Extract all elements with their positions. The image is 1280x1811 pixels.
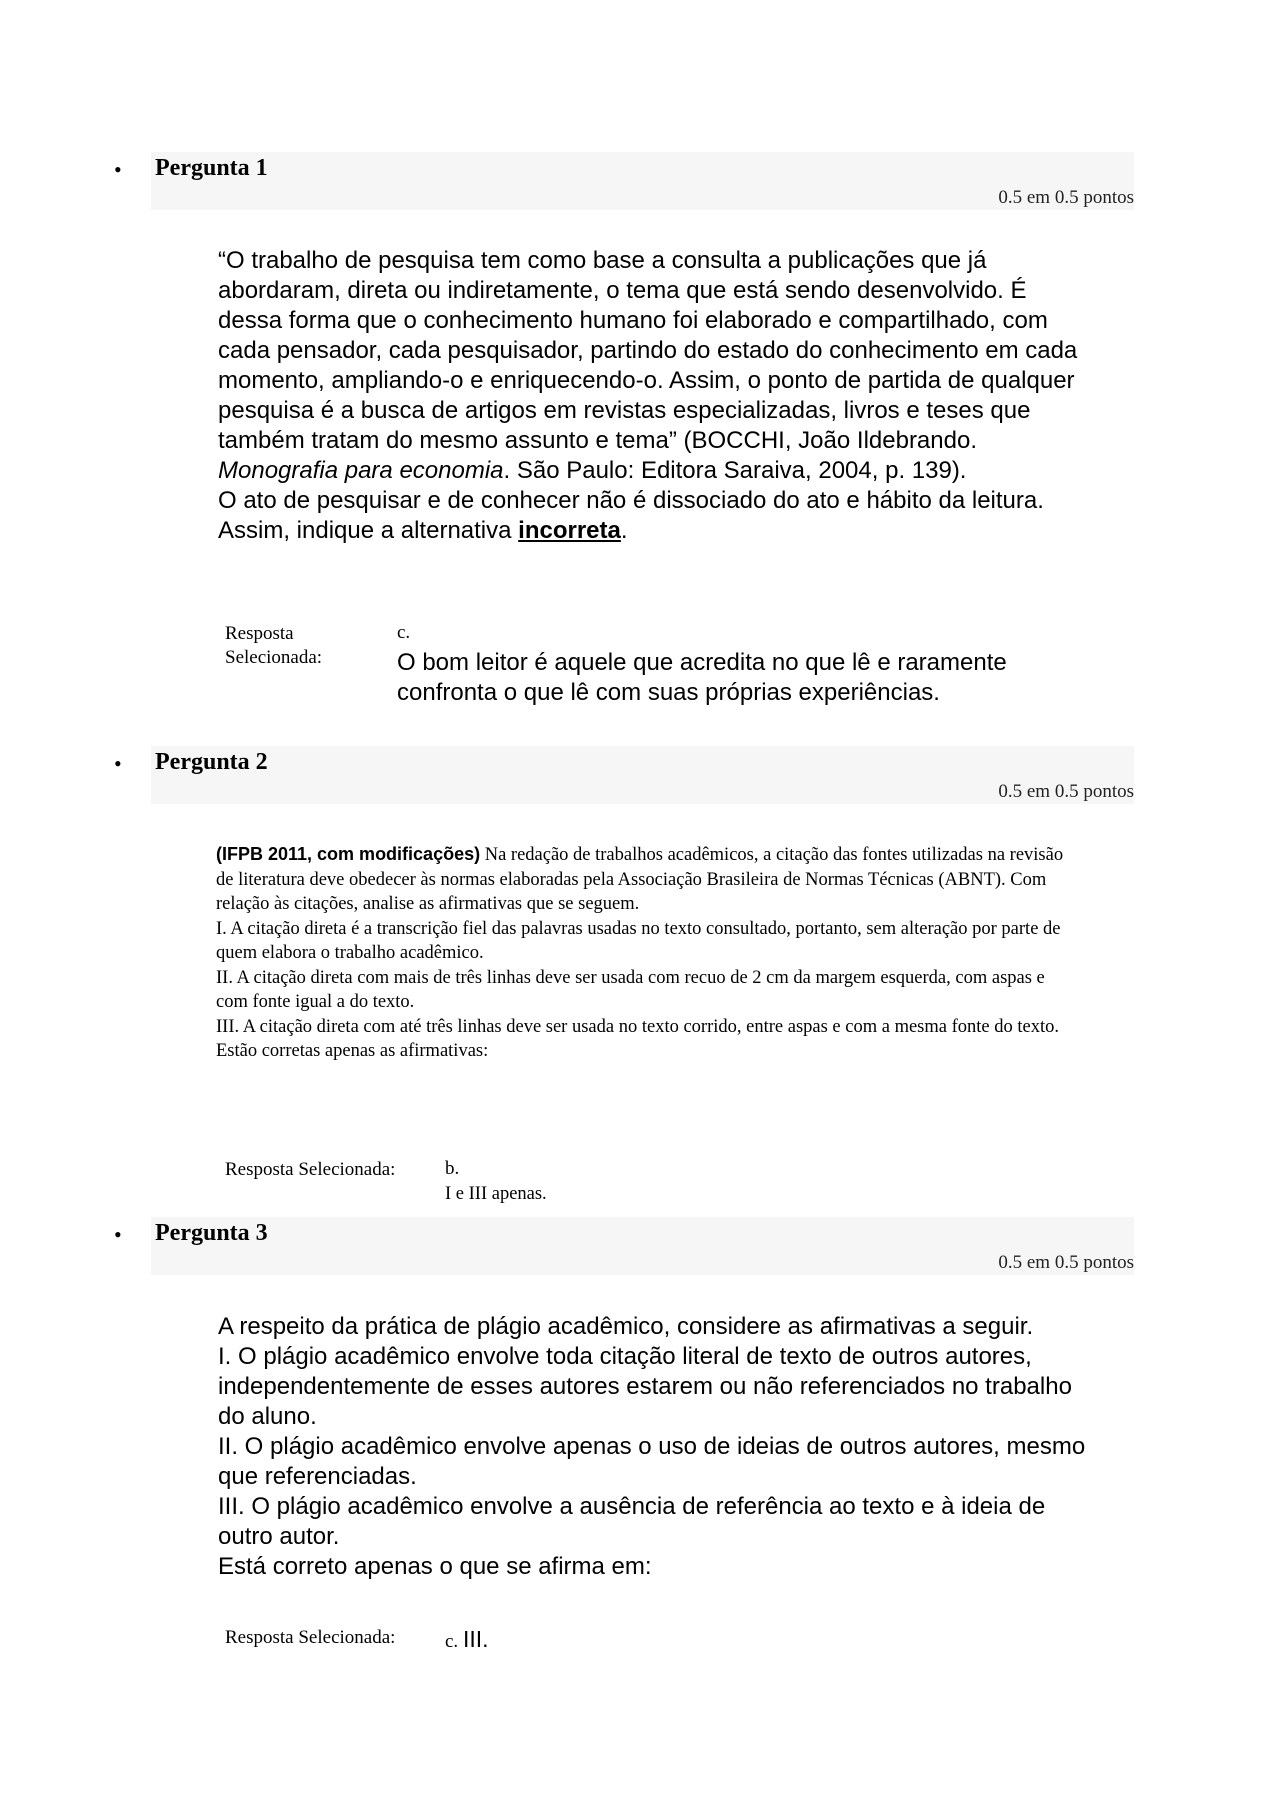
question-3-answer-text: III.: [462, 1626, 489, 1652]
question-3-answer-letter: c. III.: [445, 1626, 489, 1652]
question-3-closing: Está correto apenas o que se afirma em:: [218, 1553, 652, 1580]
question-1-emphasis: incorreta: [518, 517, 621, 544]
question-1-answer-text: O bom leitor é aquele que acredita no que lê e raramente confronta o que lê com suas próprias experiências.: [397, 649, 1007, 706]
question-2-source: (IFPB 2011, com modificações): [216, 844, 481, 864]
question-1-book-title: Monografia para economia: [218, 457, 504, 484]
question-1-prompt: O ato de pesquisar e de conhecer não é dissociado do ato e hábito da leitura. Assim, indique a alternativa incorreta.: [218, 487, 1044, 544]
question-1-bullet: •: [114, 157, 122, 182]
question-1-body: [218, 246, 1078, 546]
question-2-item-2: II. A citação direta com mais de três linhas deve ser usada com recuo de 2 cm da margem esquerda, com aspas e com fonte igual a do texto.: [216, 967, 1045, 1012]
question-1-points: 0.5 em 0.5 pontos: [998, 187, 1134, 208]
question-2-bullet: •: [114, 751, 122, 776]
question-1-answer-label: Resposta Selecionada:: [225, 623, 323, 668]
question-1-answer-letter: c.: [397, 622, 411, 643]
question-2-answer-letter: b.: [445, 1158, 460, 1179]
question-3-answer-label: Resposta Selecionada:: [225, 1627, 396, 1648]
question-2-header: [151, 746, 1134, 804]
question-3-bullet: •: [114, 1222, 122, 1247]
question-2-closing: Estão corretas apenas as afirmativas:: [216, 1041, 489, 1061]
question-3-header: [151, 1217, 1134, 1275]
question-3-item-2: II. O plágio acadêmico envolve apenas o uso de ideias de outros autores, mesmo que referenciadas.: [218, 1433, 1086, 1490]
question-2-points: 0.5 em 0.5 pontos: [998, 781, 1134, 802]
question-2-body: [216, 842, 1076, 1064]
question-2-item-3: III. A citação direta com até três linhas deve ser usada no texto corrido, entre aspas e com a mesma fonte do texto.: [216, 1016, 1059, 1037]
question-2-answer-text: I e III apenas.: [445, 1184, 547, 1204]
question-2-intro: (IFPB 2011, com modificações) Na redação de trabalhos acadêmicos, a citação das fontes utilizadas na revisão de literatura deve obedecer às normas elaboradas pela Associação Brasileira de Normas Técnicas (ABNT). Com relação às citações, analise as afirmativas que se seguem.: [216, 844, 1064, 914]
question-1-header: [151, 152, 1134, 210]
question-3-item-3: III. O plágio acadêmico envolve a ausência de referência ao texto e à ideia de outro autor.: [218, 1493, 1046, 1550]
question-1-quote: “O trabalho de pesquisa tem como base a consulta a publicações que já abordaram, direta ou indiretamente, o tema que está sendo desenvolvido. É dessa forma que o conhecimento humano foi elaborado e compartilhado, com cada pensador, cada pesquisador, partindo do estado do conhecimento em cada momento, ampliando-o e enriquecendo-o. Assim, o ponto de partida de qualquer pesquisa é a busca de artigos em revistas especializadas, livros e teses que também tratam do mesmo assunto e tema” (BOCCHI, João Ildebrando. Monografia para economia. São Paulo: Editora Saraiva, 2004, p. 139).: [218, 247, 1078, 484]
question-3-intro: A respeito da prática de plágio acadêmico, considere as afirmativas a seguir.: [218, 1313, 1034, 1340]
question-3-points: 0.5 em 0.5 pontos: [998, 1252, 1134, 1273]
question-3-item-1: I. O plágio acadêmico envolve toda citação literal de texto de outros autores, independentemente de esses autores estarem ou não referenciados no trabalho do aluno.: [218, 1343, 1072, 1430]
question-2-title: Pergunta 2: [155, 749, 268, 775]
question-3-title: Pergunta 3: [155, 1220, 268, 1246]
question-2-answer-label: Resposta Selecionada:: [225, 1159, 396, 1180]
question-3-body: [218, 1312, 1098, 1582]
question-1-title: Pergunta 1: [155, 155, 268, 181]
question-2-item-1: I. A citação direta é a transcrição fiel das palavras usadas no texto consultado, portanto, sem alteração por parte de quem elabora o trabalho acadêmico.: [216, 918, 1061, 963]
